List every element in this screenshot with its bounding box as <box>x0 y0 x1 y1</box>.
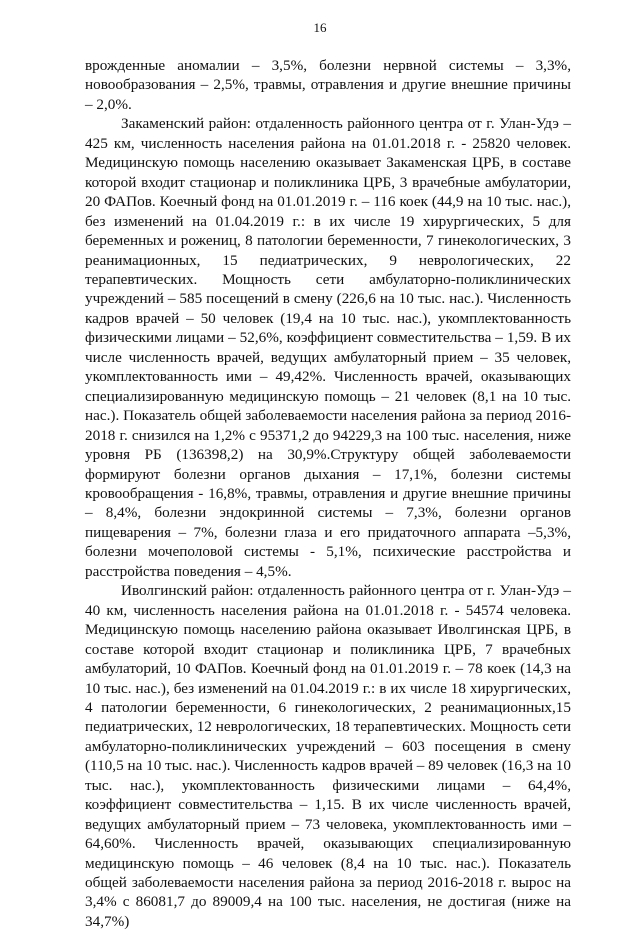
page-number: 16 <box>313 20 327 35</box>
paragraph-zakamensky-district: Закаменский район: отдаленность районного центра от г. Улан-Удэ – 425 км, численность населения района на 01.01.2018 г. - 25820 человек. Медицинскую помощь населению оказывает Закаменская ЦРБ, в составе которой входит стационар и поликлиника ЦРБ, 3 врачебные амбулатории, 20 ФАПов. Коечный фонд на 01.01.2019 г. – 116 коек (44,9 на 10 тыс. нас.), без изменений на 01.04.2019 г.: в их числе 19 хирургических, 5 для беременных и рожениц, 8 патологии беременности, 7 гинекологических, 3 реанимационных, 15 педиатрических, 9 неврологических, 22 терапевтических. Мощность сети амбулаторно-поликлинических учреждений – 585 посещений в смену (226,6 на 10 тыс. нас.). Численность кадров врачей – 50 человек (19,4 на 10 тыс. нас.), укомплектованность физическими лицами – 52,6%, коэффициент совместительства – 1,59. В их числе численность врачей, ведущих амбулаторный прием – 35 человек, укомплектованность ими – 49,42%. Численность врачей, оказывающих специализированную медицинскую помощь – 21 человек (8,1 на 10 тыс. нас.). Показатель общей заболеваемости населения района за период 2016-2018 г. снизился на 1,2% с 95371,2 до 94229,3 на 100 тыс. населения, ниже уровня РБ (136398,2) на 30,9%.Структуру общей заболеваемости формируют болезни органов дыхания – 17,1%, болезни системы кровообращения - 16,8%, травмы, отравления и другие внешние причины – 8,4%, болезни эндокринной системы – 7,3%, болезни органов пищеварения – 7%, болезни глаза и его придаточного аппарата –5,3%, болезни мочеполовой системы - 5,1%, психические расстройства и расстройства поведения – 4,5%. <box>85 115 571 580</box>
document-body <box>85 56 571 931</box>
paragraph-ivolginsky-district: Иволгинский район: отдаленность районного центра от г. Улан-Удэ – 40 км, численность населения района на 01.01.2018 г. - 54574 человека. Медицинскую помощь населению района оказывает Иволгинская ЦРБ, в составе которой входит стационар и поликлиника ЦРБ, 7 врачебных амбулаторий, 10 ФАПов. Коечный фонд на 01.01.2019 г. – 78 коек (14,3 на 10 тыс. нас.), без изменений на 01.04.2019 г.: в их числе 18 хирургических, 4 патологии беременности, 6 гинекологических, 2 реанимационных,15 педиатрических, 12 неврологических, 18 терапевтических. Мощность сети амбулаторно-поликлинических учреждений – 603 посещения в смену (110,5 на 10 тыс. нас.). Численность кадров врачей – 89 человек (16,3 на 10 тыс. нас.), укомплектованность физическими лицами – 64,4%, коэффициент совместительства – 1,15. В их числе численность врачей, ведущих амбулаторный прием – 73 человека, укомплектованность ими – 64,60%. Численность врачей, оказывающих специализированную медицинскую помощь – 46 человек (8,4 на 10 тыс. нас.). Показатель общей заболеваемости населения района за период 2016-2018 г. вырос на 3,4% с 86081,7 до 89009,4 на 100 тыс. населения, не достигая (ниже на 34,7%) <box>85 582 571 930</box>
paragraph-continuation: врожденные аномалии – 3,5%, болезни нервной системы – 3,3%, новообразования – 2,5%, травмы, отравления и другие внешние причины – 2,0%. <box>85 57 571 113</box>
